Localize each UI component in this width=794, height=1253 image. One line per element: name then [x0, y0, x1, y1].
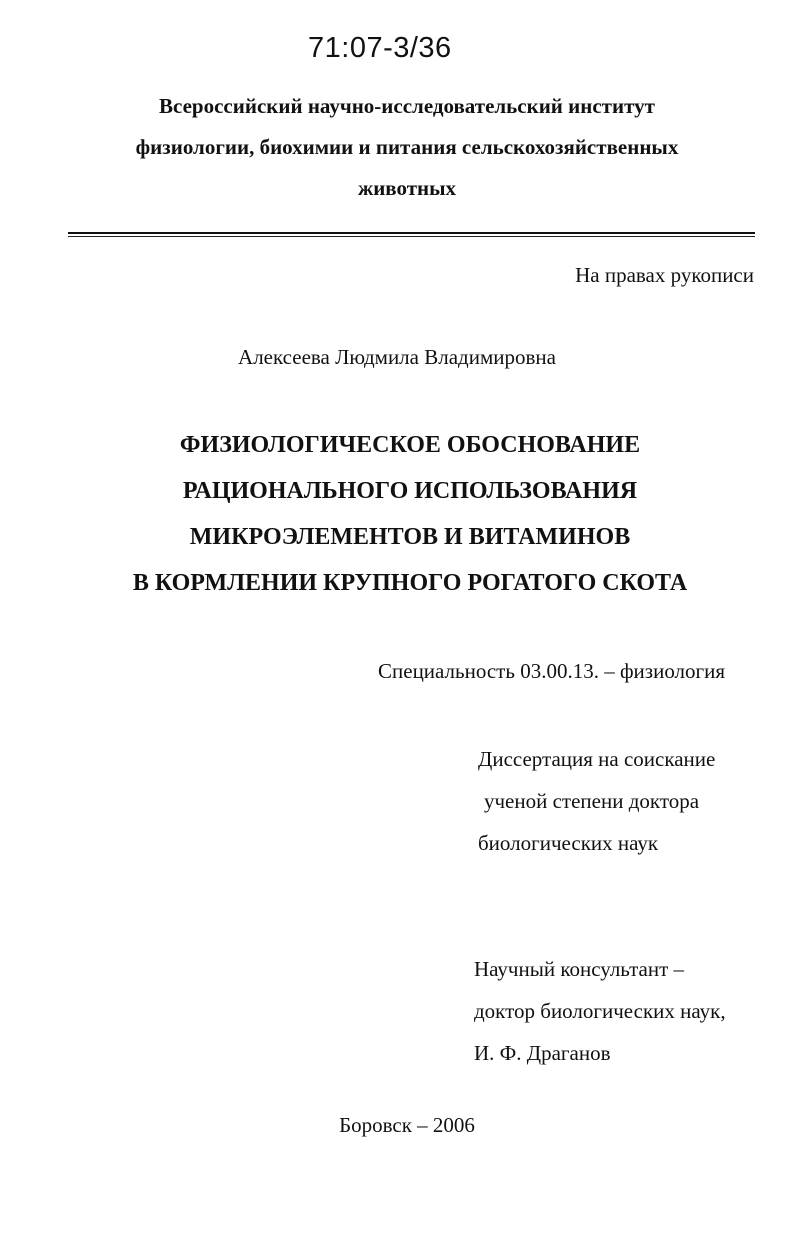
- manuscript-note: На правах рукописи: [575, 263, 754, 287]
- header-divider: [68, 232, 755, 234]
- title-line: В КОРМЛЕНИИ КРУПНОГО РОГАТОГО СКОТА: [132, 570, 688, 596]
- consultant-line: доктор биологических наук,: [474, 999, 726, 1023]
- institute-line: Всероссийский научно-исследовательский институт: [159, 94, 655, 118]
- scientific-consultant: [474, 948, 726, 1074]
- title-line: МИКРОЭЛЕМЕНТОВ И ВИТАМИНОВ: [189, 524, 631, 550]
- institute-line: животных: [357, 176, 457, 200]
- header-divider-thin: [68, 236, 755, 237]
- institute-name: [60, 86, 754, 209]
- degree-line: Диссертация на соискание: [478, 747, 716, 771]
- degree-line: биологических наук: [478, 831, 659, 855]
- city-year: Боровск – 2006: [339, 1113, 475, 1137]
- consultant-line: И. Ф. Драганов: [474, 1041, 611, 1065]
- consultant-line: Научный консультант –: [474, 957, 684, 981]
- title-line: ФИЗИОЛОГИЧЕСКОЕ ОБОСНОВАНИЕ: [179, 432, 641, 458]
- title-line: РАЦИОНАЛЬНОГО ИСПОЛЬЗОВАНИЯ: [182, 478, 638, 504]
- specialty: Специальность 03.00.13. – физиология: [378, 659, 726, 683]
- degree-line: ученой степени доктора: [484, 789, 700, 813]
- institute-line: физиологии, биохимии и питания сельскохозяйственных: [135, 135, 679, 159]
- dissertation-title: [0, 422, 794, 606]
- dissertation-degree: [478, 738, 715, 864]
- author-name: Алексеева Людмила Владимировна: [238, 345, 556, 369]
- archive-code: 71:07-3/36: [308, 32, 452, 64]
